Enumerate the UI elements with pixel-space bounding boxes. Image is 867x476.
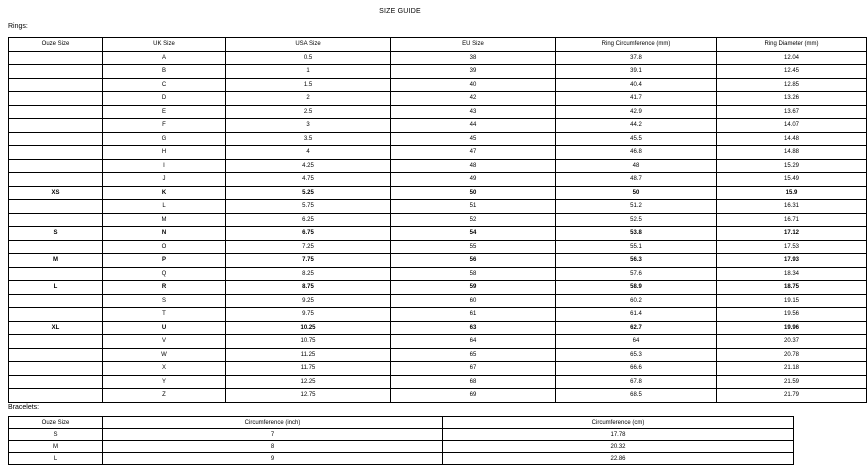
eu-size-cell: 59 bbox=[391, 281, 556, 295]
usa-size-cell: 0.5 bbox=[226, 51, 391, 65]
table-row bbox=[9, 240, 867, 254]
table-row bbox=[9, 119, 867, 133]
usa-size-cell: 9.75 bbox=[226, 308, 391, 322]
ouze-size-cell: XS bbox=[9, 186, 103, 200]
eu-size-cell: 64 bbox=[391, 335, 556, 349]
uk-size-cell: I bbox=[103, 159, 226, 173]
column-header-ring-circumference: Ring Circumference (mm) bbox=[556, 38, 717, 52]
table-row bbox=[9, 105, 867, 119]
ring-circumference-cell: 62.7 bbox=[556, 321, 717, 335]
table-row bbox=[9, 294, 867, 308]
ring-diameter-cell: 16.31 bbox=[717, 200, 867, 214]
column-header-ouze-size: Ouze Size bbox=[9, 417, 103, 429]
ring-circumference-cell: 51.2 bbox=[556, 200, 717, 214]
table-row bbox=[9, 51, 867, 65]
ouze-size-cell: S bbox=[9, 429, 103, 441]
column-header-circumference-inch: Circumference (inch) bbox=[103, 417, 443, 429]
ouze-size-cell bbox=[9, 267, 103, 281]
table-row bbox=[9, 227, 867, 241]
ring-diameter-cell: 19.15 bbox=[717, 294, 867, 308]
eu-size-cell: 68 bbox=[391, 375, 556, 389]
eu-size-cell: 42 bbox=[391, 92, 556, 106]
ouze-size-cell bbox=[9, 173, 103, 187]
ring-circumference-cell: 42.9 bbox=[556, 105, 717, 119]
ouze-size-cell bbox=[9, 213, 103, 227]
uk-size-cell: H bbox=[103, 146, 226, 160]
eu-size-cell: 65 bbox=[391, 348, 556, 362]
uk-size-cell: X bbox=[103, 362, 226, 376]
ouze-size-cell: M bbox=[9, 254, 103, 268]
table-row bbox=[9, 389, 867, 403]
eu-size-cell: 54 bbox=[391, 227, 556, 241]
uk-size-cell: P bbox=[103, 254, 226, 268]
ouze-size-cell bbox=[9, 240, 103, 254]
ring-diameter-cell: 18.75 bbox=[717, 281, 867, 295]
table-row bbox=[9, 281, 867, 295]
eu-size-cell: 52 bbox=[391, 213, 556, 227]
usa-size-cell: 12.25 bbox=[226, 375, 391, 389]
usa-size-cell: 6.25 bbox=[226, 213, 391, 227]
ring-circumference-cell: 66.6 bbox=[556, 362, 717, 376]
table-row bbox=[9, 335, 867, 349]
ring-diameter-cell: 17.93 bbox=[717, 254, 867, 268]
uk-size-cell: E bbox=[103, 105, 226, 119]
ouze-size-cell: XL bbox=[9, 321, 103, 335]
ring-circumference-cell: 53.8 bbox=[556, 227, 717, 241]
usa-size-cell: 5.25 bbox=[226, 186, 391, 200]
eu-size-cell: 60 bbox=[391, 294, 556, 308]
ring-circumference-cell: 60.2 bbox=[556, 294, 717, 308]
ring-diameter-cell: 20.78 bbox=[717, 348, 867, 362]
eu-size-cell: 47 bbox=[391, 146, 556, 160]
ring-circumference-cell: 57.6 bbox=[556, 267, 717, 281]
eu-size-cell: 44 bbox=[391, 119, 556, 133]
ring-diameter-cell: 18.34 bbox=[717, 267, 867, 281]
table-header-row bbox=[9, 38, 867, 52]
ring-circumference-cell: 48.7 bbox=[556, 173, 717, 187]
table-row bbox=[9, 159, 867, 173]
circumference-inch-cell: 9 bbox=[103, 453, 443, 465]
ring-diameter-cell: 15.29 bbox=[717, 159, 867, 173]
uk-size-cell: Y bbox=[103, 375, 226, 389]
ouze-size-cell bbox=[9, 348, 103, 362]
usa-size-cell: 9.25 bbox=[226, 294, 391, 308]
ring-diameter-cell: 14.07 bbox=[717, 119, 867, 133]
ring-circumference-cell: 50 bbox=[556, 186, 717, 200]
ring-diameter-cell: 14.48 bbox=[717, 132, 867, 146]
table-row bbox=[9, 186, 867, 200]
uk-size-cell: C bbox=[103, 78, 226, 92]
table-row bbox=[9, 453, 794, 465]
ring-diameter-cell: 13.26 bbox=[717, 92, 867, 106]
ouze-size-cell bbox=[9, 78, 103, 92]
rings-section-label: Rings: bbox=[8, 23, 28, 30]
usa-size-cell: 11.75 bbox=[226, 362, 391, 376]
table-row bbox=[9, 65, 867, 79]
column-header-ring-diameter: Ring Diameter (mm) bbox=[717, 38, 867, 52]
eu-size-cell: 39 bbox=[391, 65, 556, 79]
usa-size-cell: 5.75 bbox=[226, 200, 391, 214]
uk-size-cell: U bbox=[103, 321, 226, 335]
ring-circumference-cell: 45.5 bbox=[556, 132, 717, 146]
usa-size-cell: 3.5 bbox=[226, 132, 391, 146]
table-row bbox=[9, 441, 794, 453]
ring-circumference-cell: 40.4 bbox=[556, 78, 717, 92]
ouze-size-cell bbox=[9, 335, 103, 349]
ouze-size-cell: M bbox=[9, 441, 103, 453]
column-header-uk-size: UK Size bbox=[103, 38, 226, 52]
uk-size-cell: T bbox=[103, 308, 226, 322]
ring-diameter-cell: 21.18 bbox=[717, 362, 867, 376]
usa-size-cell: 7.75 bbox=[226, 254, 391, 268]
usa-size-cell: 10.75 bbox=[226, 335, 391, 349]
bracelets-section-label: Bracelets: bbox=[8, 404, 40, 411]
usa-size-cell: 4.75 bbox=[226, 173, 391, 187]
ring-circumference-cell: 64 bbox=[556, 335, 717, 349]
uk-size-cell: S bbox=[103, 294, 226, 308]
table-row bbox=[9, 321, 867, 335]
ring-diameter-cell: 12.85 bbox=[717, 78, 867, 92]
circumference-cm-cell: 22.86 bbox=[443, 453, 794, 465]
ring-diameter-cell: 13.67 bbox=[717, 105, 867, 119]
ring-diameter-cell: 15.49 bbox=[717, 173, 867, 187]
uk-size-cell: A bbox=[103, 51, 226, 65]
ring-circumference-cell: 56.3 bbox=[556, 254, 717, 268]
table-row bbox=[9, 132, 867, 146]
ouze-size-cell bbox=[9, 294, 103, 308]
ring-circumference-cell: 39.1 bbox=[556, 65, 717, 79]
ouze-size-cell: L bbox=[9, 453, 103, 465]
table-row bbox=[9, 348, 867, 362]
ouze-size-cell bbox=[9, 362, 103, 376]
usa-size-cell: 7.25 bbox=[226, 240, 391, 254]
usa-size-cell: 10.25 bbox=[226, 321, 391, 335]
table-row bbox=[9, 254, 867, 268]
ring-diameter-cell: 21.59 bbox=[717, 375, 867, 389]
ouze-size-cell bbox=[9, 132, 103, 146]
ring-diameter-cell: 19.56 bbox=[717, 308, 867, 322]
eu-size-cell: 43 bbox=[391, 105, 556, 119]
eu-size-cell: 49 bbox=[391, 173, 556, 187]
eu-size-cell: 50 bbox=[391, 186, 556, 200]
ring-diameter-cell: 14.88 bbox=[717, 146, 867, 160]
eu-size-cell: 63 bbox=[391, 321, 556, 335]
eu-size-cell: 69 bbox=[391, 389, 556, 403]
ring-circumference-cell: 44.2 bbox=[556, 119, 717, 133]
ring-circumference-cell: 52.5 bbox=[556, 213, 717, 227]
usa-size-cell: 6.75 bbox=[226, 227, 391, 241]
usa-size-cell: 8.25 bbox=[226, 267, 391, 281]
uk-size-cell: B bbox=[103, 65, 226, 79]
uk-size-cell: F bbox=[103, 119, 226, 133]
ring-circumference-cell: 37.8 bbox=[556, 51, 717, 65]
ring-circumference-cell: 68.5 bbox=[556, 389, 717, 403]
usa-size-cell: 4.25 bbox=[226, 159, 391, 173]
ouze-size-cell bbox=[9, 92, 103, 106]
table-row bbox=[9, 146, 867, 160]
eu-size-cell: 61 bbox=[391, 308, 556, 322]
eu-size-cell: 67 bbox=[391, 362, 556, 376]
table-row bbox=[9, 308, 867, 322]
ring-circumference-cell: 41.7 bbox=[556, 92, 717, 106]
eu-size-cell: 45 bbox=[391, 132, 556, 146]
column-header-usa-size: USA Size bbox=[226, 38, 391, 52]
eu-size-cell: 51 bbox=[391, 200, 556, 214]
uk-size-cell: G bbox=[103, 132, 226, 146]
uk-size-cell: K bbox=[103, 186, 226, 200]
eu-size-cell: 55 bbox=[391, 240, 556, 254]
ring-diameter-cell: 20.37 bbox=[717, 335, 867, 349]
circumference-inch-cell: 7 bbox=[103, 429, 443, 441]
circumference-inch-cell: 8 bbox=[103, 441, 443, 453]
uk-size-cell: L bbox=[103, 200, 226, 214]
ring-diameter-cell: 12.04 bbox=[717, 51, 867, 65]
column-header-circumference-cm: Circumference (cm) bbox=[443, 417, 794, 429]
rings-size-table bbox=[8, 37, 867, 403]
uk-size-cell: N bbox=[103, 227, 226, 241]
uk-size-cell: Z bbox=[103, 389, 226, 403]
usa-size-cell: 1 bbox=[226, 65, 391, 79]
table-row bbox=[9, 173, 867, 187]
ring-diameter-cell: 12.45 bbox=[717, 65, 867, 79]
uk-size-cell: O bbox=[103, 240, 226, 254]
ring-circumference-cell: 61.4 bbox=[556, 308, 717, 322]
ring-diameter-cell: 15.9 bbox=[717, 186, 867, 200]
ouze-size-cell bbox=[9, 119, 103, 133]
ring-diameter-cell: 16.71 bbox=[717, 213, 867, 227]
table-row bbox=[9, 429, 794, 441]
ouze-size-cell bbox=[9, 389, 103, 403]
ring-circumference-cell: 65.3 bbox=[556, 348, 717, 362]
ring-circumference-cell: 46.8 bbox=[556, 146, 717, 160]
bracelets-size-table bbox=[8, 416, 794, 465]
ouze-size-cell bbox=[9, 375, 103, 389]
eu-size-cell: 56 bbox=[391, 254, 556, 268]
eu-size-cell: 58 bbox=[391, 267, 556, 281]
circumference-cm-cell: 17.78 bbox=[443, 429, 794, 441]
ring-circumference-cell: 67.8 bbox=[556, 375, 717, 389]
uk-size-cell: D bbox=[103, 92, 226, 106]
ring-circumference-cell: 58.9 bbox=[556, 281, 717, 295]
usa-size-cell: 3 bbox=[226, 119, 391, 133]
usa-size-cell: 4 bbox=[226, 146, 391, 160]
column-header-eu-size: EU Size bbox=[391, 38, 556, 52]
eu-size-cell: 40 bbox=[391, 78, 556, 92]
table-row bbox=[9, 92, 867, 106]
usa-size-cell: 11.25 bbox=[226, 348, 391, 362]
circumference-cm-cell: 20.32 bbox=[443, 441, 794, 453]
ouze-size-cell bbox=[9, 159, 103, 173]
table-row bbox=[9, 375, 867, 389]
ring-diameter-cell: 19.96 bbox=[717, 321, 867, 335]
uk-size-cell: R bbox=[103, 281, 226, 295]
uk-size-cell: Q bbox=[103, 267, 226, 281]
column-header-ouze-size: Ouze Size bbox=[9, 38, 103, 52]
ouze-size-cell bbox=[9, 65, 103, 79]
table-row bbox=[9, 267, 867, 281]
usa-size-cell: 8.75 bbox=[226, 281, 391, 295]
eu-size-cell: 48 bbox=[391, 159, 556, 173]
usa-size-cell: 12.75 bbox=[226, 389, 391, 403]
table-header-row bbox=[9, 417, 794, 429]
ring-diameter-cell: 21.79 bbox=[717, 389, 867, 403]
uk-size-cell: M bbox=[103, 213, 226, 227]
table-row bbox=[9, 213, 867, 227]
ring-diameter-cell: 17.12 bbox=[717, 227, 867, 241]
ouze-size-cell bbox=[9, 51, 103, 65]
ouze-size-cell bbox=[9, 200, 103, 214]
ouze-size-cell: L bbox=[9, 281, 103, 295]
ouze-size-cell bbox=[9, 308, 103, 322]
ring-circumference-cell: 48 bbox=[556, 159, 717, 173]
ring-circumference-cell: 55.1 bbox=[556, 240, 717, 254]
uk-size-cell: W bbox=[103, 348, 226, 362]
uk-size-cell: V bbox=[103, 335, 226, 349]
table-row bbox=[9, 200, 867, 214]
usa-size-cell: 1.5 bbox=[226, 78, 391, 92]
eu-size-cell: 38 bbox=[391, 51, 556, 65]
ouze-size-cell: S bbox=[9, 227, 103, 241]
table-row bbox=[9, 362, 867, 376]
ouze-size-cell bbox=[9, 105, 103, 119]
page-title: SIZE GUIDE bbox=[379, 8, 421, 15]
ouze-size-cell bbox=[9, 146, 103, 160]
usa-size-cell: 2 bbox=[226, 92, 391, 106]
uk-size-cell: J bbox=[103, 173, 226, 187]
ring-diameter-cell: 17.53 bbox=[717, 240, 867, 254]
table-row bbox=[9, 78, 867, 92]
usa-size-cell: 2.5 bbox=[226, 105, 391, 119]
